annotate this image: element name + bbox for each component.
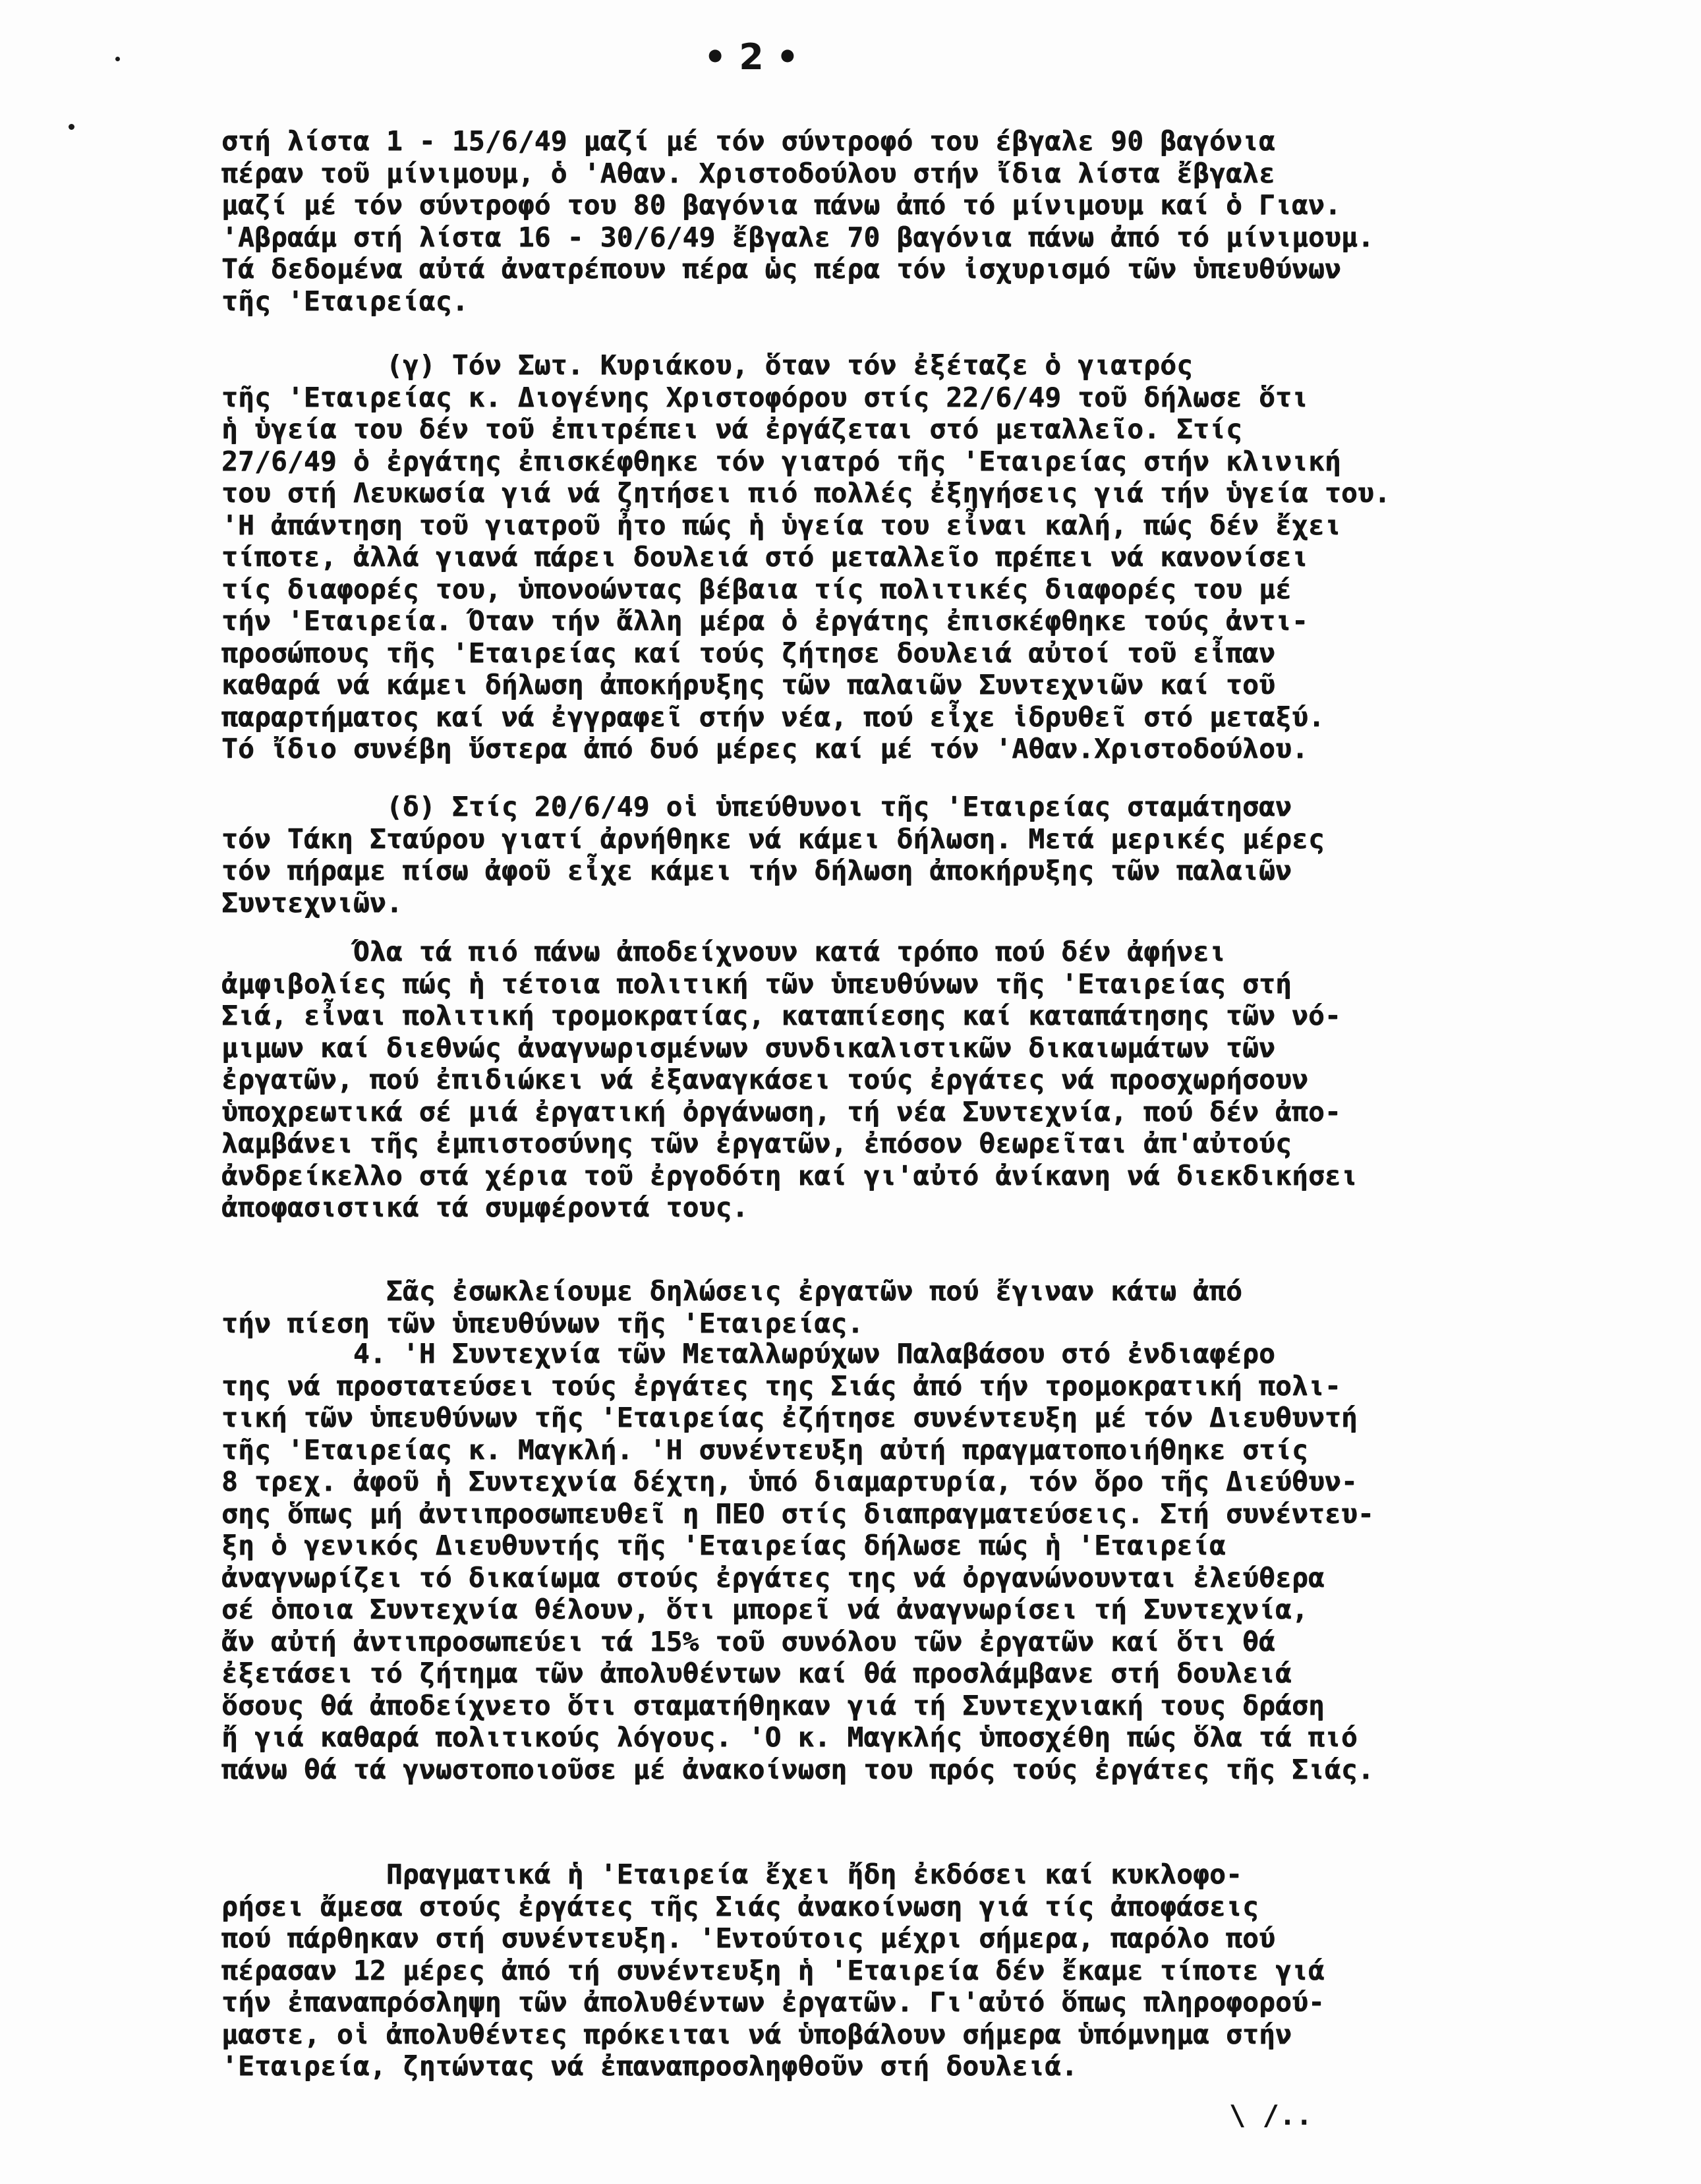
paragraph-case-delta: (δ) Στίς 20/6/49 οἱ ὑπεύθυνοι τῆς 'Εταιρείας σταμάτησαν τόν Τάκη Σταύρου γιατί ἀρνήθηκε νά κάμει δήλωση. Μετά μερικές μέρες τόν πήραμε πίσω ἀφοῦ εἶχε κάμει τήν δήλωση ἀποκήρυξης τῶν παλαιῶν Συντεχνιῶν.: [221, 791, 1325, 919]
paragraph-list-results: στή λίστα 1 - 15/6/49 μαζί μέ τόν σύντροφό του έβγαλε 90 βαγόνια πέραν τοῦ μίνιμουμ, ὁ 'Αθαν. Χριστοδούλου στήν ἴδια λίστα ἔβγαλε μαζί μέ τόν σύντροφό του 80 βαγόνια πάνω ἀπό τό μίνιμουμ καί ὁ Γιαν. 'Αβραάμ στή λίστα 16 - 30/6/49 ἔβγαλε 70 βαγόνια πάνω ἀπό τό μίνιμουμ. Τά δεδομένα αὐτά ἀνατρέπουν πέρα ὡς πέρα τόν ἰσχυρισμό τῶν ὑπευθύνων τῆς 'Εταιρείας.: [221, 125, 1374, 317]
paragraph-company-announcement: Πραγματικά ἡ 'Εταιρεία ἔχει ἤδη ἐκδόσει καί κυκλοφο- ρήσει ἄμεσα στούς ἐργάτες τῆς Σιάς ἀνακοίνωση γιά τίς ἀποφάσεις πού πάρθηκαν στή συνέντευξη. 'Εντούτοις μέχρι σήμερα, παρόλο πού πέρασαν 12 μέρες ἀπό τή συνέντευξη ἡ 'Εταιρεία δέν ἔκαμε τίποτε γιά τήν ἐπαναπρόσληψη τῶν ἀπολυθέντων ἐργατῶν. Γι'αὐτό ὅπως πληροφορού- μαστε, οἱ ἀπολυθέντες πρόκειται νά ὑποβάλουν σήμερα ὑπόμνημα στήν 'Εταιρεία, ζητώντας νά ἐπαναπροσληφθοῦν στή δουλειά.: [221, 1858, 1325, 2082]
ink-speck: [115, 57, 120, 61]
page-number: • 2 •: [703, 36, 799, 78]
paragraph-enclosures: Σᾶς ἐσωκλείουμε δηλώσεις ἐργατῶν πού ἔγιναν κάτω ἀπό τήν πίεση τῶν ὑπευθύνων τῆς 'Εταιρείας.: [221, 1275, 1243, 1339]
paragraph-section-4: 4. 'Η Συντεχνία τῶν Μεταλλωρύχων Παλαβάσου στό ἐνδιαφέρο της νά προστατεύσει τούς ἐργάτες της Σιάς ἀπό τήν τρομοκρατική πολι- τική τῶν ὑπευθύνων τῆς 'Εταιρείας ἐζήτησε συνέντευξη μέ τόν Διευθυντή τῆς 'Εταιρείας κ. Μαγκλή. 'Η συνέντευξη αὐτή πραγματοποιήθηκε στίς 8 τρεχ. ἀφοῦ ἡ Συντεχνία δέχτη, ὑπό διαμαρτυρία, τόν ὅρο τῆς Διεύθυν- σης ὅπως μή ἀντιπροσωπευθεῖ η ΠΕΟ στίς διαπραγματεύσεις. Στή συνέντευ- ξη ὁ γενικός Διευθυντής τῆς 'Εταιρείας δήλωσε πώς ἡ 'Εταιρεία ἀναγνωρίζει τό δικαίωμα στούς ἐργάτες της νά ὀργανώνουνται ἐλεύθερα σέ ὁποια Συντεχνία θέλουν, ὅτι μπορεῖ νά ἀναγνωρίσει τή Συντεχνία, ἄν αὐτή ἀντιπροσωπεύει τά 15% τοῦ συνόλου τῶν ἐργατῶν καί ὅτι θά ἐξετάσει τό ζήτημα τῶν ἀπολυθέντων καί θά προσλάμβανε στή δουλειά ὅσους θά ἀποδείχνετο ὅτι σταματήθηκαν γιά τή Συντεχνιακή τους δράση ἤ γιά καθαρά πολιτικούς λόγους. 'Ο κ. Μαγκλής ὑποσχέθη πώς ὅλα τά πιό πάνω θά τά γνωστοποιοῦσε μέ ἀνακοίνωση του πρός τούς ἐργάτες τῆς Σιάς.: [221, 1338, 1374, 1785]
paragraph-case-gamma: (γ) Τόν Σωτ. Κυριάκου, ὅταν τόν ἐξέταζε ὁ γιατρός τῆς 'Εταιρείας κ. Διογένης Χριστοφόρου στίς 22/6/49 τοῦ δήλωσε ὅτι ἡ ὑγεία του δέν τοῦ ἐπιτρέπει νά ἐργάζεται στό μεταλλεῖο. Στίς 27/6/49 ὁ ἐργάτης ἐπισκέφθηκε τόν γιατρό τῆς 'Εταιρείας στήν κλινική του στή Λευκωσία γιά νά ζητήσει πιό πολλές ἐξηγήσεις γιά τήν ὑγεία του. 'Η ἀπάντηση τοῦ γιατροῦ ἦτο πώς ἡ ὑγεία του εἶναι καλή, πώς δέν ἔχει τίποτε, ἀλλά γιανά πάρει δουλειά στό μεταλλεῖο πρέπει νά κανονίσει τίς διαφορές του, ὑπονοώντας βέβαια τίς πολιτικές διαφορές του μέ τήν 'Εταιρεία. Όταν τήν ἄλλη μέρα ὁ ἐργάτης ἐπισκέφθηκε τούς ἀντι- προσώπους τῆς 'Εταιρείας καί τούς ζήτησε δουλειά αὐτοί τοῦ εἶπαν καθαρά νά κάμει δήλωση ἀποκήρυξης τῶν παλαιῶν Συντεχνιῶν καί τοῦ παραρτήματος καί νά ἐγγραφεῖ στήν νέα, πού εἶχε ἱδρυθεῖ στό μεταξύ. Τό ἴδιο συνέβη ὕστερα ἀπό δυό μέρες καί μέ τόν 'Αθαν.Χριστοδούλου.: [221, 349, 1391, 764]
paragraph-conclusion: Όλα τά πιό πάνω ἀποδείχνουν κατά τρόπο πού δέν ἀφήνει ἀμφιβολίες πώς ἡ τέτοια πολιτική τῶν ὑπευθύνων τῆς 'Εταιρείας στή Σιά, εἶναι πολιτική τρομοκρατίας, καταπίεσης καί καταπάτησης τῶν νό- μιμων καί διεθνώς ἀναγνωρισμένων συνδικαλιστικῶν δικαιωμάτων τῶν ἐργατῶν, πού ἐπιδιώκει νά ἐξαναγκάσει τούς ἐργάτες νά προσχωρήσουν ὑποχρεωτικά σέ μιά ἐργατική ὀργάνωση, τή νέα Συντεχνία, πού δέν ἀπο- λαμβάνει τῆς ἐμπιστοσύνης τῶν ἐργατῶν, ἐπόσον θεωρεῖται ἀπ'αὐτούς ἀνδρείκελλο στά χέρια τοῦ ἐργοδότη καί γι'αὐτό ἀνίκανη νά διεκδικήσει ἀποφασιστικά τά συμφέροντά τους.: [221, 936, 1358, 1223]
continuation-mark: \ /..: [1229, 2099, 1313, 2131]
ink-speck: [69, 124, 74, 130]
